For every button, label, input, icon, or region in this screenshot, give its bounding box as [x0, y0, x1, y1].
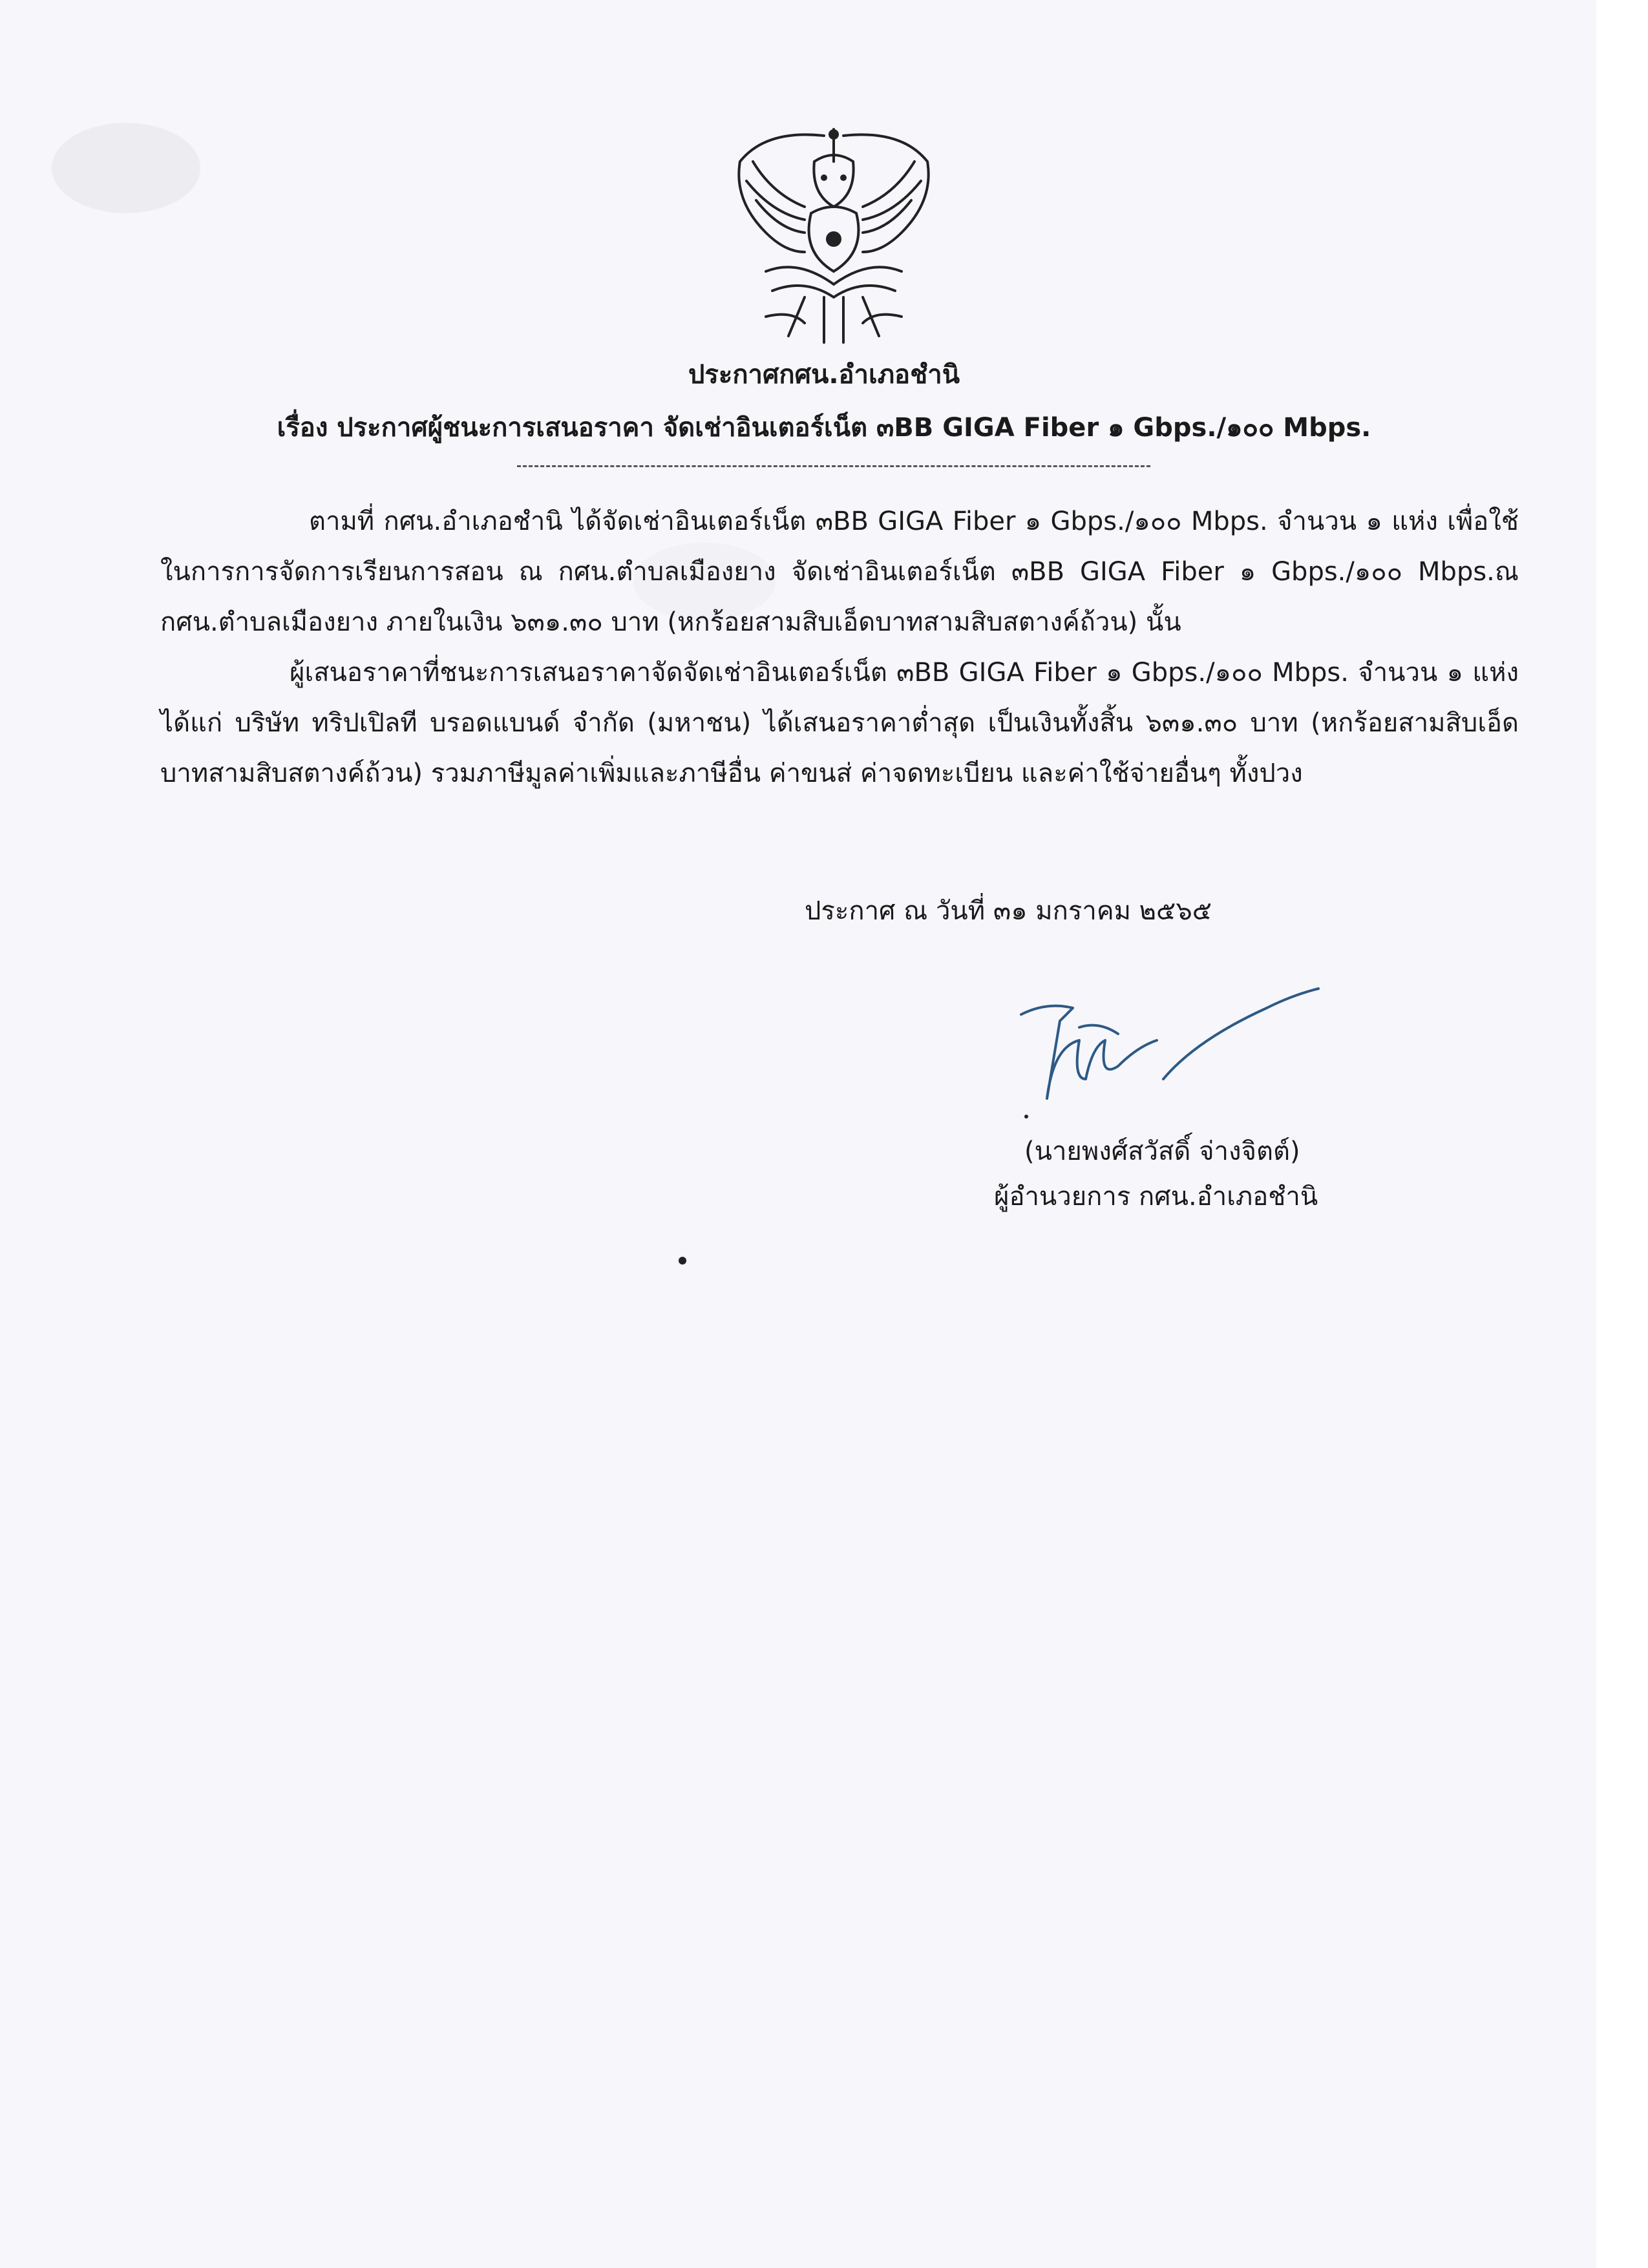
announcement-date: ประกาศ ณ วันที่ ๓๑ มกราคม ๒๕๖๕ — [805, 896, 1212, 926]
garuda-emblem-icon — [727, 123, 940, 349]
announcement-heading: ประกาศกศน.อำเภอชำนิ — [688, 360, 960, 390]
dashed-divider — [517, 465, 1150, 467]
body-paragraph-1: ตามที่ กศน.อำเภอชำนิ ได้จัดเช่าอินเตอร์เน็ต ๓BB GIGA Fiber ๑ Gbps./๑๐๐ Mbps. จำนวน ๑ แห่ง เพื่อใช้ในการการจัดการเรียนการสอน ณ กศน.ตำบลเมืองยาง จัดเช่าอินเตอร์เน็ต ๓BB GIGA Fiber ๑ Gbps./๑๐๐ Mbps.ณ กศน.ตำบลเมืองยาง ภายในเงิน ๖๓๑.๓๐ บาท (หกร้อยสามสิบเอ็ดบาทสามสิบสตางค์ถ้วน) นั้น — [160, 507, 1519, 637]
announcement-subject: เรื่อง ประกาศผู้ชนะการเสนอราคา จัดเช่าอินเตอร์เน็ต ๓BB GIGA Fiber ๑ Gbps./๑๐๐ Mbps. — [277, 413, 1371, 443]
body-paragraph-2: ผู้เสนอราคาที่ชนะการเสนอราคาจัดจัดเช่าอินเตอร์เน็ต ๓BB GIGA Fiber ๑ Gbps./๑๐๐ Mbps. จำนวน ๑ แห่ง ได้แก่ บริษัท ทริปเปิลที บรอดแบนด์ จำกัด (มหาชน) ได้เสนอราคาต่ำสุด เป็นเงินทั้งสิ้น ๖๓๑.๓๐ บาท (หกร้อยสามสิบเอ็ดบาทสามสิบสตางค์ถ้วน) รวมภาษีมูลค่าเพิ่มและภาษีอื่น ค่าขนส่ ค่าจดทะเบียน และค่าใช้จ่ายอื่นๆ ทั้งปวง — [160, 658, 1519, 788]
paper-smudge — [52, 123, 200, 213]
signatory-position: ผู้อำนวยการ กศน.อำเภอชำนิ — [994, 1182, 1318, 1212]
signatory-name: (นายพงศ์สวัสดิ์ จ่างจิตต์) — [1024, 1137, 1300, 1166]
ink-speck — [1024, 1115, 1028, 1118]
handwritten-signature-icon — [1008, 969, 1396, 1131]
ink-speck — [679, 1257, 686, 1265]
